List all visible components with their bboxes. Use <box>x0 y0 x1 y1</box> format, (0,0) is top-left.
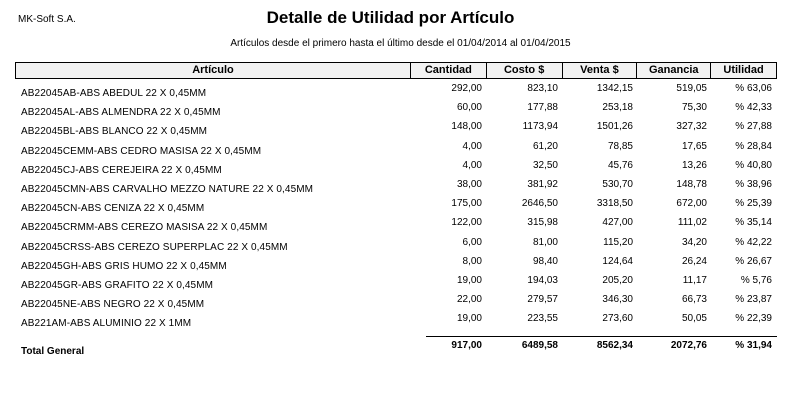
cell-ganancia: 519,05 <box>676 83 707 94</box>
cell-articulo: AB22045AB-ABS ABEDUL 22 X 0,45MM <box>21 88 207 99</box>
cell-articulo: AB22045AL-ABS ALMENDRA 22 X 0,45MM <box>21 107 221 119</box>
cell-costo: 315,98 <box>527 217 558 229</box>
cell-venta: 124,64 <box>602 255 633 267</box>
cell-articulo: AB221AM-ABS ALUMINIO 22 X 1MM <box>21 318 192 330</box>
cell-ganancia: 75,30 <box>681 102 707 114</box>
cell-venta: 78,85 <box>607 140 633 152</box>
cell-articulo: AB22045CN-ABS CENIZA 22 X 0,45MM <box>21 203 205 215</box>
cell-utilidad: % 22,39 <box>735 313 772 325</box>
cell-utilidad: % 35,14 <box>735 217 772 229</box>
cell-venta: 3318,50 <box>596 198 633 210</box>
cell-utilidad: % 27,88 <box>735 121 772 133</box>
table-body <box>15 83 777 332</box>
cell-articulo: AB22045CEMM-ABS CEDRO MASISA 22 X 0,45MM <box>21 145 262 157</box>
report-title <box>0 8 785 28</box>
report-subtitle <box>0 38 785 49</box>
header-costo: Costo $ <box>487 63 563 78</box>
cell-costo: 61,20 <box>532 140 558 152</box>
cell-cantidad: 8,00 <box>462 255 482 267</box>
cell-venta: 1342,15 <box>596 83 633 94</box>
cell-venta: 1501,26 <box>596 121 633 133</box>
table-row <box>15 160 777 179</box>
cell-ganancia: 50,05 <box>681 313 707 325</box>
table-row <box>15 294 777 313</box>
cell-cantidad: 148,00 <box>451 121 482 133</box>
cell-ganancia: 26,24 <box>681 255 707 267</box>
cell-cantidad: 122,00 <box>451 217 482 229</box>
report-subtitle-text: Artículos desde el primero hasta el último desde el 01/04/2014 al 01/04/2015 <box>230 38 571 49</box>
header-articulo: Artículo <box>16 63 411 78</box>
cell-ganancia: 327,32 <box>676 121 707 133</box>
table-row <box>15 141 777 160</box>
cell-utilidad: % 23,87 <box>735 294 772 306</box>
total-separator <box>426 336 777 337</box>
cell-cantidad: 19,00 <box>456 313 482 325</box>
total-ganancia: 2072,76 <box>670 340 707 351</box>
cell-utilidad: % 38,96 <box>735 178 772 190</box>
cell-cantidad: 19,00 <box>456 274 482 286</box>
cell-venta: 115,20 <box>603 236 633 248</box>
cell-venta: 205,20 <box>602 274 633 286</box>
total-venta: 8562,34 <box>596 340 633 351</box>
total-row <box>15 340 777 357</box>
cell-articulo: AB22045CRMM-ABS CEREZO MASISA 22 X 0,45MM <box>21 222 268 234</box>
cell-costo: 32,50 <box>532 159 558 171</box>
table-row <box>15 217 777 236</box>
header-ganancia: Ganancia <box>637 63 711 78</box>
table-row <box>15 237 777 256</box>
company-name: MK-Soft S.A. <box>18 14 76 25</box>
cell-ganancia: 66,73 <box>681 294 707 306</box>
table-row <box>15 102 777 121</box>
cell-venta: 530,70 <box>602 178 633 190</box>
cell-cantidad: 175,00 <box>451 198 482 210</box>
header-utilidad: Utilidad <box>723 64 764 76</box>
cell-costo: 81,00 <box>532 236 558 248</box>
cell-utilidad: % 42,33 <box>735 102 772 114</box>
cell-ganancia: 13,26 <box>681 159 707 171</box>
cell-venta: 45,76 <box>607 159 633 171</box>
cell-ganancia: 11,17 <box>682 274 707 286</box>
report-table <box>15 62 777 357</box>
cell-costo: 279,57 <box>527 294 558 306</box>
cell-articulo: AB22045CRSS-ABS CEREZO SUPERPLAC 22 X 0,45MM <box>21 241 288 253</box>
cell-costo: 223,55 <box>527 313 558 325</box>
cell-ganancia: 672,00 <box>676 198 707 210</box>
total-costo: 6489,58 <box>521 340 558 351</box>
cell-ganancia: 17,65 <box>681 140 707 152</box>
report-title-text: Detalle de Utilidad por Artículo <box>266 8 515 27</box>
cell-costo: 823,10 <box>527 83 558 94</box>
table-row <box>15 179 777 198</box>
cell-utilidad: % 63,06 <box>735 83 772 94</box>
cell-cantidad: 292,00 <box>451 83 482 94</box>
cell-utilidad: % 26,67 <box>735 255 772 267</box>
cell-ganancia: 111,02 <box>677 217 707 229</box>
cell-articulo: AB22045CMN-ABS CARVALHO MEZZO NATURE 22 X 0,45MM <box>21 183 314 195</box>
cell-articulo: AB22045GH-ABS GRIS HUMO 22 X 0,45MM <box>21 260 227 272</box>
cell-costo: 98,40 <box>532 255 558 267</box>
table-row <box>15 256 777 275</box>
cell-venta: 253,18 <box>602 102 633 114</box>
table-row <box>15 121 777 140</box>
cell-utilidad: % 28,84 <box>735 140 772 152</box>
cell-articulo: AB22045CJ-ABS CEREJEIRA 22 X 0,45MM <box>21 164 222 176</box>
table-row <box>15 275 777 294</box>
cell-ganancia: 34,20 <box>681 236 707 248</box>
cell-cantidad: 6,00 <box>462 236 482 248</box>
cell-utilidad: % 42,22 <box>735 236 772 248</box>
cell-costo: 194,03 <box>527 274 558 286</box>
cell-utilidad: % 5,76 <box>740 274 772 286</box>
total-label: Total General <box>21 346 85 357</box>
cell-costo: 1173,94 <box>522 121 558 133</box>
cell-venta: 273,60 <box>602 313 633 325</box>
total-cantidad: 917,00 <box>451 340 482 351</box>
table-header <box>15 62 777 79</box>
header-cantidad: Cantidad <box>411 63 487 78</box>
cell-articulo: AB22045BL-ABS BLANCO 22 X 0,45MM <box>21 126 208 138</box>
table-row <box>15 83 777 102</box>
cell-venta: 346,30 <box>602 294 633 306</box>
cell-costo: 177,88 <box>527 102 558 114</box>
table-row <box>15 198 777 217</box>
cell-cantidad: 22,00 <box>456 294 482 306</box>
header-venta: Venta $ <box>563 63 638 78</box>
cell-cantidad: 60,00 <box>456 102 482 114</box>
table-row <box>15 313 777 332</box>
cell-articulo: AB22045GR-ABS GRAFITO 22 X 0,45MM <box>21 279 214 291</box>
cell-costo: 381,92 <box>527 178 558 190</box>
cell-ganancia: 148,78 <box>676 178 707 190</box>
cell-costo: 2646,50 <box>521 198 558 210</box>
cell-cantidad: 4,00 <box>462 159 482 171</box>
cell-cantidad: 38,00 <box>456 178 482 190</box>
total-utilidad: % 31,94 <box>735 340 772 351</box>
cell-venta: 427,00 <box>602 217 633 229</box>
cell-cantidad: 4,00 <box>462 140 482 152</box>
cell-utilidad: % 40,80 <box>735 159 772 171</box>
cell-utilidad: % 25,39 <box>735 198 772 210</box>
cell-articulo: AB22045NE-ABS NEGRO 22 X 0,45MM <box>21 299 205 311</box>
